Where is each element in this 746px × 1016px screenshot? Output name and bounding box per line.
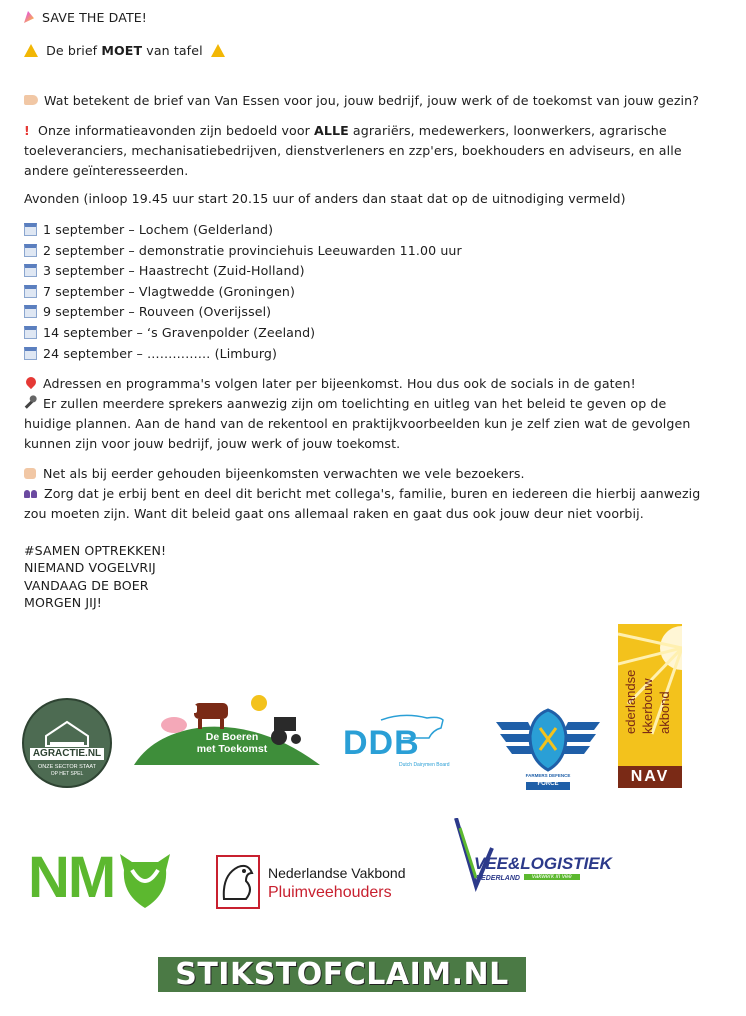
speakers-line1: Er zullen meerdere sprekers aanwezig zijn om toelichting en uitleg van het beleid te geven op de — [43, 396, 667, 411]
brief-pre: De brief — [46, 43, 102, 58]
list-item — [24, 323, 726, 344]
calendar-icon — [24, 347, 37, 360]
pig-icon — [161, 717, 187, 733]
nav-badge: NAV — [618, 766, 682, 788]
info-line1-pre: Onze informatieavonden zijn bedoeld voor — [38, 123, 315, 138]
brief-post: van tafel — [142, 43, 203, 58]
ddb-subtitle: Dutch Dairymen Board — [399, 762, 450, 768]
nmv-text: NM — [28, 845, 115, 910]
date-text: 14 september – ‘s Gravenpolder (Zeeland) — [43, 324, 316, 340]
calendar-icon — [24, 223, 37, 236]
notes-paragraph — [24, 374, 726, 454]
speakers-line2: huidige plannen. Aan de hand van de rekentool en praktijkvoorbeelden kun je zelf zien wat de gevolgen — [24, 416, 691, 431]
boeren-line1: De Boeren — [205, 731, 259, 743]
nav-logo — [618, 624, 682, 788]
intro-question-text: Wat betekent de brief van Van Essen voor jou, jouw bedrijf, jouw werk of de toekomst van jouw gezin? — [44, 93, 700, 108]
calendar-icon — [24, 264, 37, 277]
date-text: 24 september – …………… (Limburg) — [43, 345, 278, 361]
list-item — [24, 344, 726, 365]
avonden-line — [24, 189, 726, 209]
speakers-line3: kunnen zijn voor jouw bedrijf, jouw werk of jouw toekomst. — [24, 436, 401, 451]
agractie-logo — [22, 698, 112, 788]
boeren-text — [192, 731, 272, 755]
fdf-text: FORCE — [537, 781, 559, 787]
people-icon — [24, 488, 38, 498]
warning-icon — [211, 44, 225, 57]
cow-icon — [189, 703, 228, 729]
agractie-name: AGRACTIE.NL — [32, 748, 102, 759]
farmers-defence-force-logo — [496, 708, 600, 790]
slogan: #SAMEN OPTREKKEN! — [24, 543, 167, 558]
vee-tagline: vakwerk in vee — [524, 874, 580, 880]
boeren-met-toekomst-logo — [134, 693, 320, 767]
info-paragraph — [24, 121, 726, 181]
vee-country: NEDERLAND — [476, 875, 520, 882]
boeren-line2: met Toekomst — [196, 743, 268, 755]
date-text: 1 september – Lochem (Gelderland) — [43, 222, 274, 237]
date-text: 3 september – Haastrecht (Zuid-Holland) — [43, 263, 305, 279]
agractie-tagline: OP HET SPEL — [50, 771, 84, 777]
warning-icon — [24, 44, 38, 57]
pluimveehouders-logo — [216, 855, 416, 909]
fdf-text: FARMERS DEFENCE — [525, 773, 571, 778]
ddb-text: DDB — [343, 724, 420, 762]
info-line1-bold: ALLE — [314, 123, 349, 138]
visitors-paragraph — [24, 464, 726, 524]
share-line1: Zorg dat je erbij bent en deel dit bericht met collega's, familie, buren en iedereen die hierbij aanwezig — [44, 486, 701, 501]
raised-hand-icon — [24, 468, 36, 479]
date-list — [24, 220, 726, 364]
info-line3: andere geïnteresseerden. — [24, 163, 189, 178]
party-popper-icon — [24, 11, 34, 23]
microphone-icon — [25, 398, 36, 409]
list-item — [24, 241, 726, 262]
announcement-text — [24, 8, 726, 28]
list-item — [24, 261, 726, 282]
info-line1-post: agrariërs, medewerkers, loonwerkers, agrarische — [348, 123, 667, 138]
pluim-line2: Pluimveehouders — [268, 884, 392, 901]
intro-question — [24, 91, 726, 111]
vee-title: VEE&LOGISTIEK — [474, 854, 612, 873]
save-date-text: SAVE THE DATE! — [42, 10, 147, 25]
info-line2: toeleveranciers, mechanisatiebedrijven, dienstverleners en zzp'ers, boekhouders en adviseurs, en alle — [24, 143, 682, 158]
list-item — [24, 220, 726, 241]
avonden-text: Avonden (inloop 19.45 uur start 20.15 uur of anders dan staat dat op de uitnodiging vermeld) — [24, 191, 626, 206]
vee-logistiek-logo — [454, 818, 612, 894]
slogan: MORGEN JIJ! — [24, 594, 102, 610]
date-text: 9 september – Rouveen (Overijssel) — [43, 304, 272, 320]
brief-bold: MOET — [101, 43, 143, 58]
address-text: Adressen en programma's volgen later per bijeenkomst. Hou dus ook de socials in de gaten! — [43, 376, 636, 391]
slogans — [24, 542, 726, 611]
pluim-line1: Nederlandse Vakbond — [268, 865, 406, 881]
nav-line3: akbond — [657, 691, 672, 734]
stikstofclaim-banner[interactable] — [158, 957, 526, 992]
exclamation-icon: ! — [24, 123, 30, 138]
agractie-tagline: ONZE SECTOR STAAT — [37, 764, 97, 770]
calendar-icon — [24, 326, 37, 339]
visitors-text: Net als bij eerder gehouden bijeenkomsten verwachten we vele bezoekers. — [43, 466, 525, 481]
stikstofclaim-text: STIKSTOFCLAIM.NL — [175, 957, 509, 992]
nav-line1: ederlandse — [623, 669, 638, 734]
pointing-hand-icon — [24, 95, 38, 105]
brief-line — [24, 41, 726, 61]
save-date-line — [24, 8, 726, 28]
date-text: 2 september – demonstratie provinciehuis Leeuwarden 11.00 uur — [43, 242, 462, 258]
pin-icon — [24, 375, 38, 389]
tractor-icon — [271, 717, 301, 745]
ddb-logo — [343, 712, 450, 772]
list-item — [24, 302, 726, 323]
nav-vertical-text — [622, 670, 673, 762]
nav-line2: kkerbouw — [640, 678, 655, 734]
date-text: 7 september – Vlagtwedde (Groningen) — [43, 283, 296, 299]
slogan: NIEMAND VOGELVRIJ — [24, 560, 156, 576]
slogan: VANDAAG DE BOER — [24, 577, 149, 593]
share-line2: zou moeten zijn. Want dit beleid gaat ons allemaal raken en gaat dus ook jouw deur niet voorbij. — [24, 506, 644, 521]
calendar-icon — [24, 244, 37, 257]
calendar-icon — [24, 305, 37, 318]
list-item — [24, 282, 726, 303]
cow-head-icon — [118, 848, 172, 910]
nmv-logo — [28, 846, 168, 910]
calendar-icon — [24, 285, 37, 298]
